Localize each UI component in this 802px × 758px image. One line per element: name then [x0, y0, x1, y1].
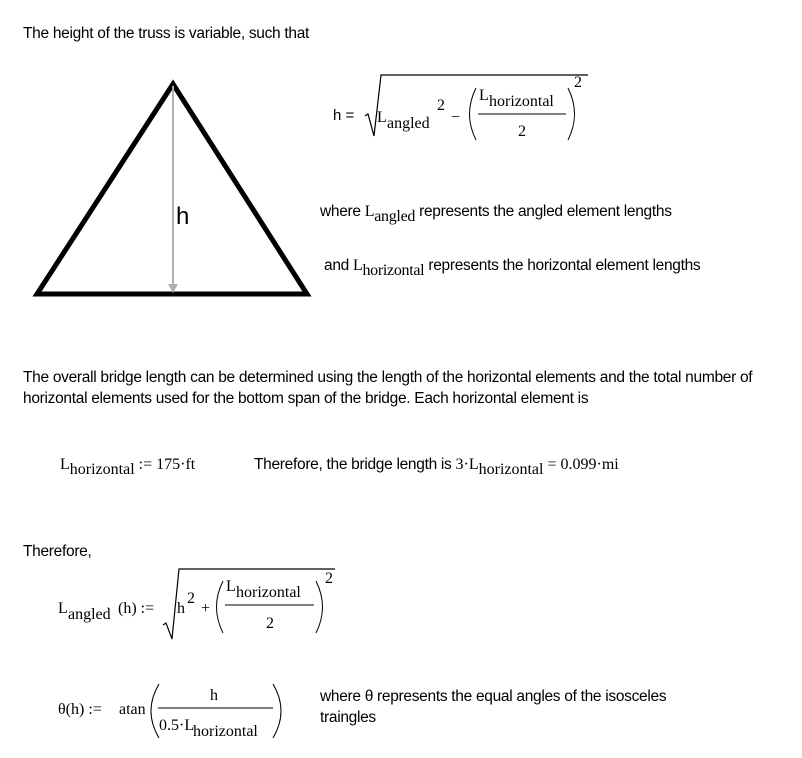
- bridge-length-result: [254, 456, 619, 478]
- truss-triangle-figure: [30, 78, 320, 303]
- angled-fn-args: (h) :=: [118, 600, 155, 617]
- theta-note: [320, 686, 666, 728]
- height-formula-lhs: h =: [333, 107, 355, 124]
- angled-fn-right-paren: [316, 581, 323, 633]
- definition-var: L: [60, 456, 70, 473]
- where-horizontal-suffix: represents the horizontal element lengths: [424, 257, 701, 274]
- theta-fn-atan: atan: [119, 701, 146, 718]
- bridge-length-paragraph: The overall bridge length can be determined using the length of the horizontal elements and the total number of horizontal elements used for the bottom span of the bridge. Each horizontal element is: [23, 369, 753, 407]
- minus-sign: −: [451, 109, 461, 126]
- angled-fn-sub: angled: [68, 606, 111, 623]
- l-angled-sub: angled: [387, 115, 430, 132]
- height-formula: [330, 70, 600, 150]
- bridge-length-sub: horizontal: [478, 461, 544, 478]
- angled-length-function: [55, 565, 355, 645]
- left-paren: [470, 88, 477, 140]
- fraction-denominator: 2: [518, 123, 526, 140]
- bridge-length-value: = 0.099·mi: [543, 456, 619, 473]
- angled-fn-outer-exp: 2: [325, 570, 333, 587]
- where-horizontal-prefix: and: [324, 257, 353, 274]
- where-angled-sub: angled: [374, 208, 416, 225]
- definition-sub: horizontal: [69, 461, 135, 478]
- theta-fn-denominator-sub: horizontal: [193, 723, 258, 740]
- where-horizontal-note: [324, 257, 701, 279]
- bridge-length-text: Therefore, the bridge length is: [254, 456, 456, 473]
- where-angled-var: L: [364, 203, 375, 220]
- where-horizontal-var: L: [352, 257, 363, 274]
- theta-fn-right-paren: [273, 684, 281, 738]
- angled-fn-lh-sub: horizontal: [236, 584, 301, 601]
- intro-text: The height of the truss is variable, such that: [23, 25, 310, 42]
- right-paren: [568, 88, 575, 140]
- l-horizontal-var: L: [479, 87, 489, 104]
- l-horizontal-sub: horizontal: [489, 93, 554, 110]
- angled-fn-h: h: [177, 600, 185, 617]
- where-angled-suffix: represents the angled element lengths: [415, 203, 672, 220]
- theta-function: [55, 678, 305, 748]
- angled-fn-denominator: 2: [266, 615, 274, 632]
- definition-rhs: := 175·ft: [134, 456, 196, 473]
- theta-fn-numerator: h: [210, 687, 218, 704]
- angled-fn-left-paren: [217, 581, 224, 633]
- l-angled-var: L: [377, 109, 387, 126]
- l-angled-exp: 2: [437, 97, 445, 114]
- theta-fn-lhs: θ(h) :=: [58, 701, 102, 718]
- therefore-label: Therefore,: [23, 543, 92, 560]
- where-angled-note: [320, 203, 672, 225]
- height-label: h: [176, 203, 190, 230]
- theta-fn-left-paren: [151, 684, 159, 738]
- angled-fn-plus: +: [201, 600, 211, 617]
- theta-fn-denominator-prefix: 0.5·L: [159, 717, 195, 734]
- where-horizontal-sub: horizontal: [362, 262, 425, 279]
- angled-fn-lh-var: L: [226, 578, 236, 595]
- where-angled-prefix: where: [320, 203, 365, 220]
- angled-fn-h-exp: 2: [187, 590, 195, 607]
- bridge-length-expr: 3·L: [455, 456, 479, 473]
- theta-note-line1: where θ represents the equal angles of the isosceles: [320, 688, 667, 705]
- outer-exp: 2: [574, 74, 582, 91]
- theta-note-line2: traingles: [320, 709, 376, 726]
- l-horizontal-definition: [60, 456, 196, 478]
- angled-fn-var: L: [58, 600, 68, 617]
